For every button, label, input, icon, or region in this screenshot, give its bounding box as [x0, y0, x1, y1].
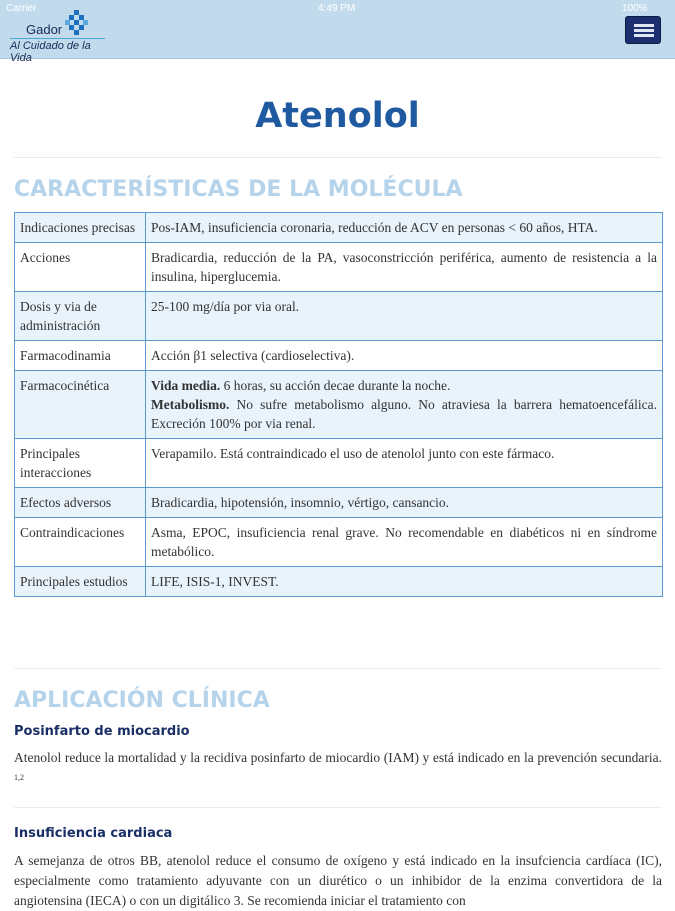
section-title-characteristics: CARACTERÍSTICAS DE LA MOLÉCULA	[14, 177, 463, 202]
row-value: Pos-IAM, insuficiencia coronaria, reducción de ACV en personas < 60 años, HTA.	[146, 213, 663, 243]
table-row	[15, 213, 663, 243]
paragraph-insuficiencia: A semejanza de otros BB, atenolol reduce el consumo de oxígeno y está indicado en la insufciencia cardíaca (IC), especialmente como tratamiento adyuvante con un diurético o un inhibidor de la enzima convertidora de la angiotensina (IECA) o con un digitálico 3. Se recomienda iniciar el tratamiento con	[14, 853, 662, 908]
row-value: Bradicardia, hipotensión, insomnio, vértigo, cansancio.	[146, 488, 663, 518]
table-row	[15, 371, 663, 439]
row-label: Principales estudios	[15, 567, 146, 597]
row-value: Verapamilo. Está contraindicado el uso de atenolol junto con este fármaco.	[146, 439, 663, 488]
table-row	[15, 439, 663, 488]
time-label: 4:49 PM	[318, 3, 356, 14]
characteristics-table	[14, 212, 663, 597]
gador-logo[interactable]	[10, 10, 110, 64]
row-value: Asma, EPOC, insuficiencia renal grave. No recomendable en diabéticos ni en síndrome metabólico.	[146, 518, 663, 567]
paragraph-posinfarto: Atenolol reduce la mortalidad y la recidiva posinfarto de miocardio (IAM) y está indicado en la prevención secundaria. $^{1,2}$	[14, 750, 662, 782]
hamburger-icon	[634, 24, 654, 27]
divider	[14, 668, 662, 669]
subheading-insuficiencia: Insuficiencia cardiaca	[14, 826, 173, 841]
row-label: Farmacocinética	[15, 371, 146, 439]
row-value: LIFE, ISIS-1, INVEST.	[146, 567, 663, 597]
row-value: Acción β1 selectiva (cardioselectiva).	[146, 341, 663, 371]
divider	[14, 157, 662, 158]
battery-label: 100%	[622, 3, 648, 14]
table-row	[15, 292, 663, 341]
row-label: Farmacodinamia	[15, 341, 146, 371]
logo-mark-icon	[65, 10, 89, 36]
section-title-clinical: APLICACIÓN CLÍNICA	[14, 688, 270, 713]
row-label: Contraindicaciones	[15, 518, 146, 567]
page-title: Atenolol	[255, 96, 420, 136]
carrier-label: Carrier	[6, 3, 37, 14]
table-row	[15, 567, 663, 597]
row-label: Indicaciones precisas	[15, 213, 146, 243]
logo-tagline: Al Cuidado de la Vida	[10, 38, 105, 64]
table-row	[15, 518, 663, 567]
divider	[14, 807, 662, 808]
row-value: Bradicardia, reducción de la PA, vasoconstricción periférica, aumento de resistencia a la insulina, hiperglucemia.	[146, 243, 663, 292]
row-label: Principales interacciones	[15, 439, 146, 488]
row-label: Efectos adversos	[15, 488, 146, 518]
table-row	[15, 243, 663, 292]
top-bar	[0, 0, 675, 64]
menu-button[interactable]	[625, 16, 661, 44]
row-value: 25-100 mg/día por via oral.	[146, 292, 663, 341]
row-label: Dosis y via de administración	[15, 292, 146, 341]
subheading-posinfarto: Posinfarto de miocardio	[14, 724, 190, 739]
row-value: Vida media. 6 horas, su acción decae durante la noche. Metabolismo. No sufre metabolismo alguno. No atraviesa la barrera hematoencefálica. Excreción 100% por via renal.	[146, 371, 663, 439]
table-row	[15, 488, 663, 518]
logo-brand: Gador	[26, 22, 63, 37]
table-row	[15, 341, 663, 371]
row-label: Acciones	[15, 243, 146, 292]
